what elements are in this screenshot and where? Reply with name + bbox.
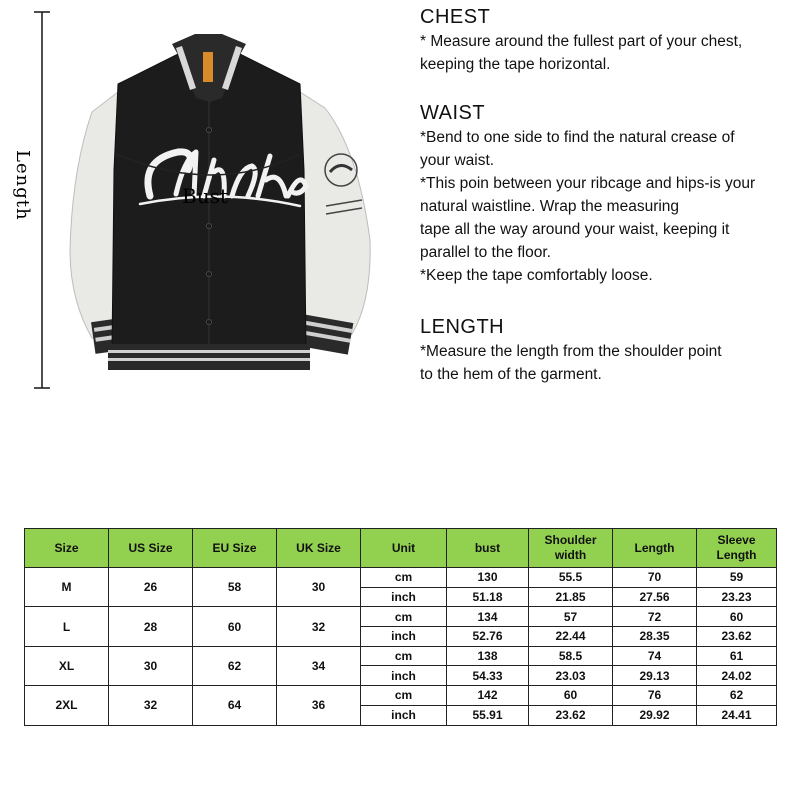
table-row	[25, 646, 777, 666]
length-line: *Measure the length from the shoulder point	[420, 343, 722, 360]
chest-section	[420, 4, 795, 76]
eu-size-cell: 64	[193, 686, 277, 725]
bust-cell: 134	[447, 607, 529, 627]
waist-line: *Keep the tape comfortably loose.	[420, 267, 653, 284]
shoulder-cell: 22.44	[529, 627, 613, 647]
unit-cell: cm	[361, 686, 447, 706]
header-size: Size	[25, 529, 109, 568]
header-uk-size: UK Size	[277, 529, 361, 568]
bust-cell: 130	[447, 568, 529, 588]
unit-cell: inch	[361, 705, 447, 725]
shoulder-cell: 21.85	[529, 587, 613, 607]
shoulder-cell: 60	[529, 686, 613, 706]
header-unit: Unit	[361, 529, 447, 568]
waist-line: tape all the way around your waist, keeping it	[420, 221, 730, 238]
header-us-size: US Size	[109, 529, 193, 568]
unit-cell: inch	[361, 587, 447, 607]
waist-line: *This poin between your ribcage and hips-is your	[420, 175, 756, 192]
us-size-cell: 32	[109, 686, 193, 725]
bust-cell: 51.18	[447, 587, 529, 607]
shoulder-cell: 23.62	[529, 705, 613, 725]
length-cell: 28.35	[613, 627, 697, 647]
unit-cell: cm	[361, 646, 447, 666]
length-measure-line	[34, 12, 50, 388]
sleeve-cell: 62	[697, 686, 777, 706]
eu-size-cell: 58	[193, 568, 277, 607]
size-cell: M	[25, 568, 109, 607]
waist-line: your waist.	[420, 152, 495, 169]
size-chart-table	[24, 528, 777, 726]
shoulder-cell: 23.03	[529, 666, 613, 686]
shoulder-cell: 58.5	[529, 646, 613, 666]
bust-cell: 54.33	[447, 666, 529, 686]
length-cell: 29.13	[613, 666, 697, 686]
us-size-cell: 26	[109, 568, 193, 607]
sleeve-cell: 23.23	[697, 587, 777, 607]
uk-size-cell: 36	[277, 686, 361, 725]
eu-size-cell: 60	[193, 607, 277, 646]
length-cell: 27.56	[613, 587, 697, 607]
size-cell: 2XL	[25, 686, 109, 725]
bust-cell: 52.76	[447, 627, 529, 647]
waist-title: WAIST	[420, 102, 486, 124]
us-size-cell: 30	[109, 646, 193, 685]
size-cell: XL	[25, 646, 109, 685]
length-cell: 72	[613, 607, 697, 627]
bust-cell: 55.91	[447, 705, 529, 725]
sleeve-cell: 23.62	[697, 627, 777, 647]
length-line: to the hem of the garment.	[420, 366, 602, 383]
header-eu-size: EU Size	[193, 529, 277, 568]
waist-section	[420, 100, 795, 287]
length-cell: 70	[613, 568, 697, 588]
sleeve-cell: 24.41	[697, 705, 777, 725]
bust-cell: 138	[447, 646, 529, 666]
hem-band	[108, 344, 310, 370]
uk-size-cell: 34	[277, 646, 361, 685]
header-length: Length	[613, 529, 697, 568]
us-size-cell: 28	[109, 607, 193, 646]
table-row	[25, 607, 777, 627]
sleeve-cell: 61	[697, 646, 777, 666]
shoulder-cell: 57	[529, 607, 613, 627]
unit-cell: inch	[361, 666, 447, 686]
jacket-figure	[0, 0, 390, 400]
waist-line: *Bend to one side to find the natural crease of	[420, 129, 735, 146]
length-title: LENGTH	[420, 316, 505, 338]
uk-size-cell: 30	[277, 568, 361, 607]
size-cell: L	[25, 607, 109, 646]
chest-line: keeping the tape horizontal.	[420, 56, 611, 73]
length-label: Length	[12, 150, 33, 221]
sleeve-cell: 59	[697, 568, 777, 588]
unit-cell: cm	[361, 568, 447, 588]
length-cell: 76	[613, 686, 697, 706]
uk-size-cell: 32	[277, 607, 361, 646]
sleeve-cell: 60	[697, 607, 777, 627]
bust-cell: 142	[447, 686, 529, 706]
length-cell: 74	[613, 646, 697, 666]
sleeve-cell: 24.02	[697, 666, 777, 686]
header-shoulder-width: Shoulder width	[529, 529, 613, 568]
chest-title: CHEST	[420, 6, 491, 28]
unit-cell: cm	[361, 607, 447, 627]
length-section	[420, 314, 795, 386]
bust-label: Bust	[182, 184, 228, 208]
table-header-row	[25, 529, 777, 568]
length-cell: 29.92	[613, 705, 697, 725]
shoulder-cell: 55.5	[529, 568, 613, 588]
table-row	[25, 686, 777, 706]
table-row	[25, 568, 777, 588]
header-sleeve-length: Sleeve Length	[697, 529, 777, 568]
waist-line: parallel to the floor.	[420, 244, 551, 261]
eu-size-cell: 62	[193, 646, 277, 685]
chest-line: * Measure around the fullest part of your chest,	[420, 33, 743, 50]
unit-cell: inch	[361, 627, 447, 647]
header-bust: bust	[447, 529, 529, 568]
waist-line: natural waistline. Wrap the measuring	[420, 198, 680, 215]
